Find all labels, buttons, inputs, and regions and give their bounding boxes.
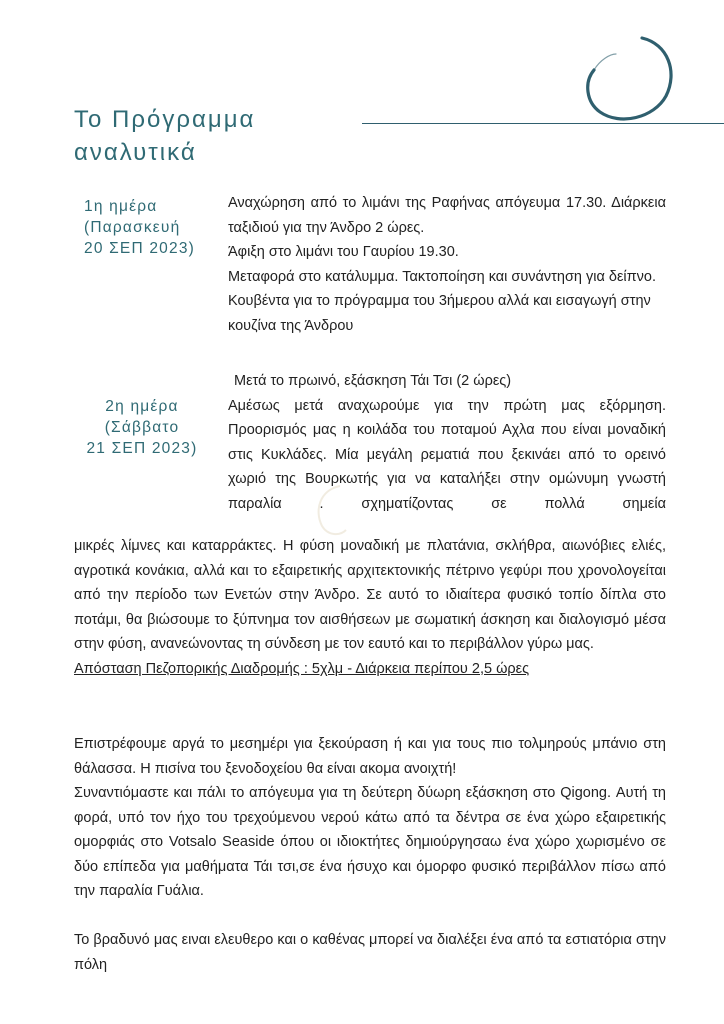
day2-continuation <box>74 534 666 681</box>
day1-label-line: 1η ημέρα <box>84 198 158 215</box>
day2-description <box>228 369 666 516</box>
header-divider <box>362 123 724 124</box>
afternoon-paragraph: Επιστρέφουμε αργά το μεσημέρι για ξεκούραση ή και για τους πιο τολμηρούς μπάνιο στη θάλασσα. Η πισίνα του ξενοδοχείου θα είναι ακομα ανοιχτή! <box>74 736 666 777</box>
watermark-icon <box>300 480 360 540</box>
day2-text: Αμέσως μετά αναχωρούμε για την πρώτη μας εξόρμηση. Προορισμός μας η κοιλάδα του ποταμού Αχλα που είναι μοναδική στις Κυκλάδες. Μία μεγάλη ρεματιά που ξεκινάει από το ορεινό χωριό της Βουρκωτής για να καταλήξει στην ομώνυμη γνωστή παραλία . σχηματίζοντας σε πολλά σημεία <box>228 397 666 512</box>
day1-label-line: (Παρασκευή <box>84 219 181 236</box>
page-title <box>74 103 255 169</box>
distance-note: Απόσταση Πεζοπορικής Διαδρομής : 5χλμ - Διάρκεια περίπου 2,5 ώρες <box>74 660 530 677</box>
day2-intro: Μετά το πρωινό, εξάσκηση Τάι Τσι (2 ώρες) <box>234 373 512 389</box>
day1-description <box>228 191 666 338</box>
day1-label-line: 20 ΣΕΠ 2023) <box>84 240 196 257</box>
day1-line: Αναχώρηση από το λιμάνι της Ραφήνας απόγευμα 17.30. Διάρκεια ταξιδιού για την Άνδρο 2 ώρες. <box>228 195 666 236</box>
day1-label <box>84 196 195 259</box>
title-line-1: Το Πρόγραμμα <box>74 106 256 133</box>
day1-line: Κουβέντα για το πρόγραμμα του 3ήμερου αλλά και εισαγωγή στην κουζίνα της Άνδρου <box>228 293 651 334</box>
evening-section <box>74 928 666 977</box>
day2-label <box>74 396 210 459</box>
afternoon-paragraph: Συναντιόμαστε και πάλι το απόγευμα για τη δεύτερη δύωρη εξάσκηση στο Qigong. Αυτή τη φορά, υπό τον ήχο του τρεχούμενου νερού κάτω από τα δέντρα σε ένα χώρο εξαιρετικής ομορφιάς στο Votsalo Seaside όπου οι ιδιοκτήτες δημιούργησαω ένα χώρο χωρισμένο σε δύο επίπεδα για μαθήματα Τάι τσι,σε ένα ήσυχο και όμορφο φυσικό περιβάλλον πίσω από την παραλία Γυάλια. <box>74 785 666 899</box>
day1-line: Άφιξη στο λιμάνι του Γαυρίου 19.30. <box>228 244 459 260</box>
title-line-2: αναλυτικά <box>74 139 197 166</box>
day2-label-line: (Σάββατο <box>104 419 180 436</box>
day1-line: Μεταφορά στο κατάλυμμα. Τακτοποίηση και συνάντηση για δείπνο. <box>228 268 656 285</box>
continuation-text: μικρές λίμνες και καταρράκτες. Η φύση μοναδική με πλατάνια, σκλήθρα, αιωνόβιες ελιές, αγροτικά κονάκια, αλλά και το εξαιρετικής αρχιτεκτονικής πέτρινο γεφύρι που χρονολογείται από την περίοδο των Ενετών στην Άνδρο. Σε αυτό το ιδιαίτερα φυσικό τοπίο δίπλα στο ποτάμι, θα βιώσουμε το ξύπνημα τον αισθήσεων με σωματική άσκηση και διαλογισμό μέσα στην φύση, ανανεώνοντας τη σύνδεση με τον εαυτό και το περιβάλλον γύρω μας. <box>74 538 666 652</box>
evening-paragraph: Το βραδυνό μας ειναι ελευθερο και ο καθένας μπορεί να διαλέξει ένα από τα εστιατόρια στην πόλη <box>74 932 666 973</box>
day2-label-line: 21 ΣΕΠ 2023) <box>86 440 198 457</box>
afternoon-section <box>74 732 666 904</box>
brush-circle-icon <box>580 30 680 130</box>
day2-label-line: 2η ημέρα <box>105 398 179 415</box>
